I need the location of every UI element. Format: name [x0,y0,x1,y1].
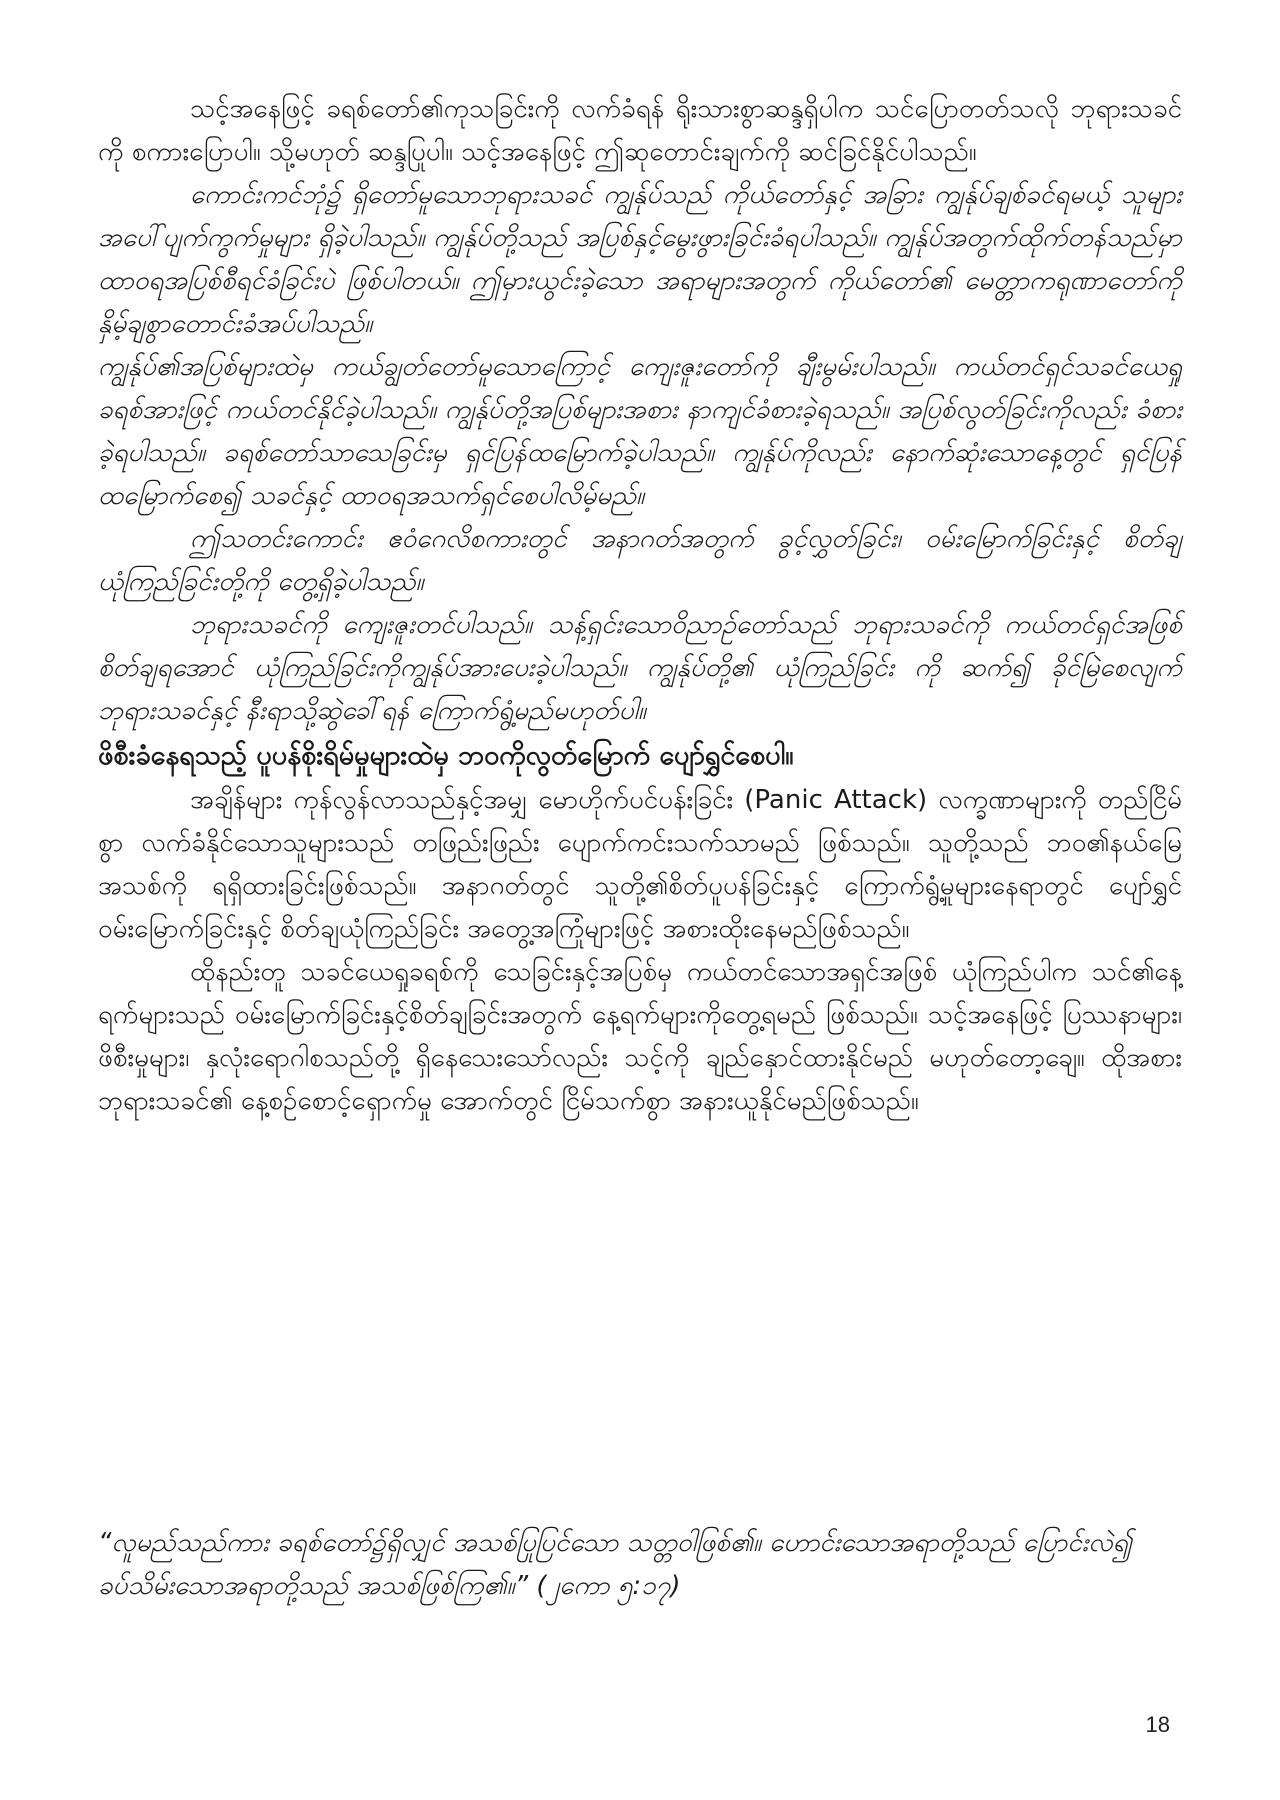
prayer-paragraph-thanks: ဘုရားသခင်ကို ကျေးဇူးတင်ပါသည်။ သန့်ရှင်းသောဝိညာဉ်တော်သည် ဘုရားသခင်ကို ကယ်တင်ရှင်အဖြစ်စိတ်ချရအောင် ယုံကြည်ခြင်းကိုကျွန်ုပ်အားပေးခဲ့ပါသည်။ ကျွန်ုပ်တို့၏ ယုံကြည်ခြင်း ကို ဆက်၍ ခိုင်မြဲစေလျက် ဘုရားသခင်နှင့် နီးရာသို့ဆွဲခေါ်ရန် ကြောက်ရွံ့မည်မဟုတ်ပါ။ [98,610,1182,726]
scripture-quote: “လူမည်သည်ကား ခရစ်တော်၌ရှိလျှင် အသစ်ပြုပြင်သော သတ္တဝါဖြစ်၏။ ဟောင်းသောအရာတို့သည် ပြောင်းလဲ၍ ခပ်သိမ်းသောအရာတို့သည် အသစ်ဖြစ်ကြ၏။” (၂ကော ၅:၁၇) [98,1528,1133,1601]
prayer-paragraph-confession: ကောင်းကင်ဘုံ၌ ရှိတော်မူသောဘုရားသခင် ကျွန်ုပ်သည် ကိုယ်တော်နှင့် အခြား ကျွန်ုပ်ချစ်ခင်ရမယ့် သူများအပေါ်ပျက်ကွက်မှုများ ရှိခဲ့ပါသည်။ ကျွန်ုပ်တို့သည် အပြစ်နှင့်မွေးဖွားခြင်းခံရပါသည်။ ကျွန်ုပ်အတွက်ထိုက်တန်သည်မှာ ထာဝရအပြစ်စီရင်ခံခြင်းပဲ ဖြစ်ပါတယ်။ ဤမှားယွင်းခဲ့သော အရာများအတွက် ကိုယ်တော်၏ မေတ္တာကရုဏာတော်ကို နှိမ့်ချစွာတောင်းခံအပ်ပါသည်။ [98,180,1182,339]
section-heading: ဖိစီးခံနေရသည့် ပူပန်စိုးရိမ်မှုများထဲမှ ဘဝကိုလွတ်မြောက် ပျော်ရွှင်စေပါ။ [98,740,794,771]
page-body [98,88,1182,1123]
paragraph-invitation: သင့်အနေဖြင့် ခရစ်တော်၏ကုသခြင်းကို လက်ခံရန် ရိုးသားစွာဆန္ဒရှိပါက သင်ပြောတတ်သလို ဘုရားသခင်ကို စကားပြောပါ။ သို့မဟုတ် ဆန္ဒပြုပါ။ သင့်အနေဖြင့် ဤဆုတောင်းချက်ကို ဆင်ခြင်နိုင်ပါသည်။ [98,94,1182,167]
prayer-paragraph-gospel: ဤသတင်းကောင်း ဧဝံဂေလိစကားတွင် အနာဂတ်အတွက် ခွင့်လွှတ်ခြင်း၊ ဝမ်းမြောက်ခြင်းနှင့် စိတ်ချယုံကြည်ခြင်းတို့ကို တွေ့ရှိခဲ့ပါသည်။ [98,524,1182,597]
paragraph-rest: ထိုနည်းတူ သခင်ယေရှုခရစ်ကို သေခြင်းနှင့်အပြစ်မှ ကယ်တင်သောအရှင်အဖြစ် ယုံကြည်ပါက သင်၏နေ့ရက်များသည် ဝမ်းမြောက်ခြင်းနှင့်စိတ်ချခြင်းအတွက် နေ့ရက်များကိုတွေ့ရမည် ဖြစ်သည်။ သင့်အနေဖြင့် ပြဿနာများ၊ ဖိစီးမှုများ၊ နှလုံးရောဂါစသည်တို့ ရှိနေသေးသော်လည်း သင့်ကို ချည်နှောင်ထားနိုင်မည် မဟုတ်တော့ချေ။ ထိုအစား ဘုရားသခင်၏ နေ့စဉ်စောင့်ရှောက်မှု အောက်တွင် ငြိမ်သက်စွာ အနားယူနိုင်မည်ဖြစ်သည်။ [98,957,1182,1116]
paragraph-panic-attack: အချိန်များ ကုန်လွန်လာသည်နှင့်အမျှ မောဟိုက်ပင်ပန်းခြင်း (Panic Attack) လက္ခဏာများကို တည်ငြိမ်စွာ လက်ခံနိုင်သောသူများသည် တဖြည်းဖြည်း ပျောက်ကင်းသက်သာမည် ဖြစ်သည်။ သူတို့သည် ဘဝ၏နယ်မြေအသစ်ကို ရရှိထားခြင်းဖြစ်သည်။ အနာဂတ်တွင် သူတို့၏စိတ်ပူပန်ခြင်းနှင့် ကြောက်ရွံ့မှုများနေရာတွင် ပျော်ရွှင်ဝမ်းမြောက်ခြင်းနှင့် စိတ်ချယုံကြည်ခြင်း အတွေ့အကြုံများဖြင့် အစားထိုးနေမည်ဖြစ်သည်။ [98,785,1182,944]
prayer-paragraph-praise: ကျွန်ုပ်၏အပြစ်များထဲမှ ကယ်ချွတ်တော်မူသောကြောင့် ကျေးဇူးတော်ကို ချီးမွမ်းပါသည်။ ကယ်တင်ရှင်သခင်ယေရှုခရစ်အားဖြင့် ကယ်တင်နိုင်ခဲ့ပါသည်။ ကျွန်ုပ်တို့အပြစ်များအစား နာကျင်ခံစားခဲ့ရသည်။ အပြစ်လွတ်ခြင်းကိုလည်း ခံစားခဲ့ရပါသည်။ ခရစ်တော်သာသေခြင်းမှ ရှင်ပြန်ထမြောက်ခဲ့ပါသည်။ ကျွန်ုပ်ကိုလည်း နောက်ဆုံးသောနေ့တွင် ရှင်ပြန်ထမြောက်စေ၍ သခင်နှင့် ထာဝရအသက်ရှင်စေပါလိမ့်မည်။ [98,352,1182,511]
page-number: 18 [1145,1712,1170,1737]
